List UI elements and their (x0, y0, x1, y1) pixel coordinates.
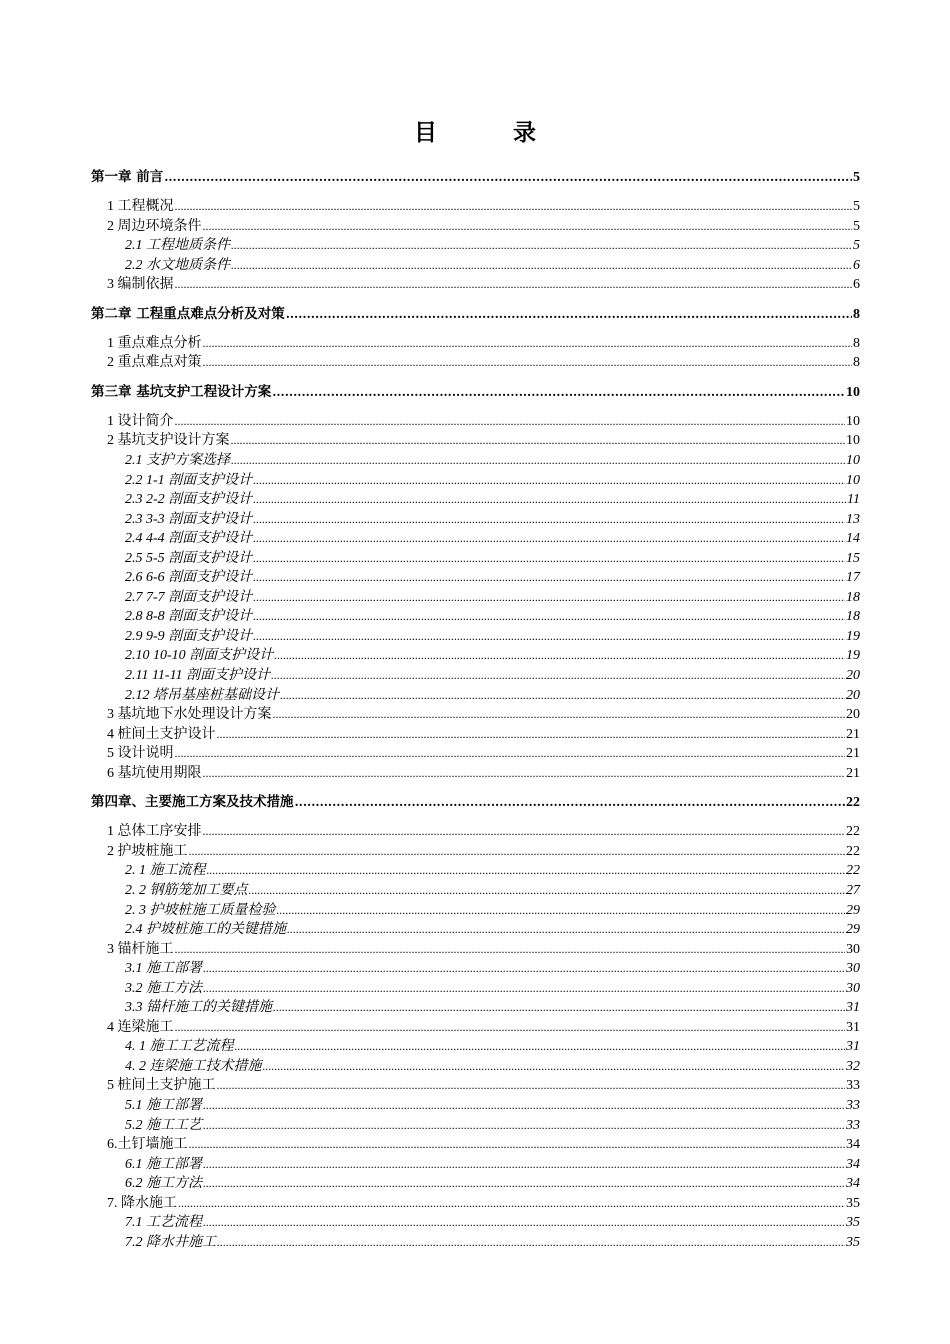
dot-leader (189, 1135, 846, 1154)
toc-entry-label: 6 基坑使用期限 (107, 765, 202, 781)
dot-leader (231, 451, 845, 470)
toc-page-number: 6 (853, 257, 860, 273)
toc-entry[interactable] (107, 725, 860, 744)
dot-leader (249, 881, 846, 900)
dot-leader (271, 666, 845, 685)
dot-leader (217, 725, 846, 744)
dot-leader (253, 588, 845, 607)
toc-page-number: 22 (846, 824, 860, 840)
toc-entry-label: 2.2 1-1 剖面支护设计 (125, 472, 253, 488)
toc-entry-row[interactable] (0, 451, 950, 470)
toc-entry-label: 2 重点难点对策 (107, 355, 202, 371)
toc-entry-label: 2. 3 护坡桩施工质量检验 (125, 902, 276, 918)
toc-entry-label: 7. 降水施工 (107, 1195, 177, 1211)
toc-entry-row[interactable] (0, 529, 950, 548)
toc-entry[interactable] (125, 588, 860, 607)
toc-entry[interactable] (125, 686, 860, 705)
toc-entry-label: 7.1 工艺流程 (125, 1215, 202, 1231)
toc-entry-row[interactable] (0, 1057, 950, 1076)
toc-entry-label: 1 工程概况 (107, 199, 174, 214)
toc-entry-row[interactable] (0, 1174, 950, 1193)
toc-entry[interactable] (125, 979, 860, 998)
toc-page-number: 10 (846, 452, 860, 468)
toc-entry-label: 第四章、主要施工方案及技术措施 (91, 794, 294, 811)
toc-entry-label: 7.2 降水井施工 (125, 1234, 216, 1250)
toc-page-number: 13 (846, 511, 860, 527)
dot-leader (253, 627, 845, 646)
dot-leader (253, 510, 845, 529)
toc-entry-row[interactable] (0, 666, 950, 685)
toc-page-number: 29 (846, 922, 860, 938)
toc-entry-label: 2 周边环境条件 (107, 218, 202, 234)
toc-page-number: 33 (846, 1098, 860, 1113)
toc-entry-label: 2.6 6-6 剖面支护设计 (125, 570, 253, 586)
dot-leader (217, 1076, 846, 1095)
toc-entry-label: 2.5 5-5 剖面支护设计 (125, 550, 253, 566)
toc-entry-label: 3.2 施工方法 (125, 980, 202, 996)
toc-entry-row[interactable] (0, 431, 950, 450)
toc-page-number: 20 (846, 668, 860, 683)
toc-entry-row[interactable] (0, 236, 950, 255)
toc-entry-label: 1 设计简介 (107, 413, 174, 429)
toc-entry-label: 2.11 11-11 剖面支护设计 (125, 668, 271, 683)
toc-entry-row[interactable] (0, 861, 950, 880)
toc-entry-label: 2.1 支护方案选择 (125, 452, 230, 468)
toc-entry[interactable] (125, 529, 860, 548)
toc-page-number: 32 (846, 1058, 860, 1074)
toc-entry-row[interactable] (0, 764, 950, 783)
toc-page-number: 18 (846, 589, 860, 605)
toc-entry-label: 2.1 工程地质条件 (125, 238, 230, 254)
dot-leader (203, 353, 853, 372)
dot-leader (231, 236, 852, 255)
page-title: 目 录 (413, 120, 570, 146)
toc-entry[interactable] (125, 1174, 860, 1193)
toc-page-number: 11 (847, 492, 860, 508)
dot-leader (253, 490, 846, 509)
toc-entry[interactable] (107, 842, 860, 861)
toc-entry-label: 第三章 基坑支护工程设计方案 (91, 383, 272, 400)
toc-entry-label: 2.2 水文地质条件 (125, 257, 230, 273)
toc-entry[interactable] (125, 1213, 860, 1232)
toc-page-number: 10 (846, 433, 860, 449)
dot-leader (175, 1018, 846, 1037)
toc-page-number: 22 (846, 863, 860, 879)
toc-page-number: 5 (853, 170, 860, 185)
toc-page-number: 8 (853, 335, 860, 351)
toc-entry-label: 2.9 9-9 剖面支护设计 (125, 628, 253, 644)
toc-page-number: 5 (853, 218, 860, 234)
dot-leader (178, 1194, 845, 1213)
toc-entry[interactable] (125, 901, 860, 920)
toc-entry-label: 3 基坑地下水处理设计方案 (107, 707, 272, 723)
toc-page-number: 10 (846, 413, 860, 429)
dot-leader (217, 1233, 845, 1252)
dot-leader (203, 334, 853, 353)
toc-entry[interactable] (107, 744, 860, 763)
toc-entry-row[interactable] (0, 842, 950, 861)
toc-entry-row[interactable] (0, 1037, 950, 1056)
toc-entry-label: 4 桩间土支护设计 (107, 726, 216, 742)
toc-entry-row[interactable] (0, 1116, 950, 1135)
toc-entry[interactable] (125, 510, 860, 529)
dot-leader (203, 1116, 845, 1135)
toc-page-number: 33 (846, 1078, 860, 1094)
toc-page-number: 21 (846, 746, 860, 762)
toc-entry-label: 4. 2 连梁施工技术措施 (125, 1058, 262, 1074)
toc-entry[interactable] (107, 1018, 860, 1037)
toc-entry-row[interactable] (0, 822, 950, 841)
toc-chapter-row[interactable] (0, 305, 950, 324)
toc-page-number: 19 (846, 648, 860, 664)
toc-entry[interactable] (125, 881, 860, 900)
dot-leader (203, 217, 853, 236)
toc-entry-row[interactable] (0, 744, 950, 763)
toc-entry-label: 2. 1 施工流程 (125, 863, 206, 879)
toc-entry-row[interactable] (0, 1155, 950, 1174)
toc-page-number: 5 (853, 199, 860, 214)
dot-leader (274, 646, 845, 665)
toc-entry[interactable] (107, 764, 860, 783)
dot-leader (273, 998, 845, 1017)
dot-leader (203, 764, 846, 783)
toc-entry[interactable] (125, 627, 860, 646)
toc-page-number: 22 (846, 795, 860, 811)
toc-entry-row[interactable] (0, 705, 950, 724)
toc-entry[interactable] (125, 666, 860, 685)
dot-leader (231, 431, 846, 450)
toc-entry-row[interactable] (0, 490, 950, 509)
toc-entry-label: 4. 1 施工工艺流程 (125, 1039, 234, 1055)
toc-entry-row[interactable] (0, 940, 950, 959)
toc-entry-label: 第二章 工程重点难点分析及对策 (91, 305, 285, 322)
toc-entry-label: 2.10 10-10 剖面支护设计 (125, 648, 274, 664)
dot-leader (253, 607, 845, 626)
dot-leader (175, 275, 853, 294)
toc-chapter-row[interactable] (0, 168, 950, 187)
toc-page-number: 35 (846, 1195, 860, 1211)
dot-leader (253, 471, 845, 490)
toc-page-number: 30 (846, 980, 860, 996)
toc-entry-row[interactable] (0, 1076, 950, 1095)
toc-entry-row[interactable] (0, 627, 950, 646)
toc-page-number: 34 (846, 1176, 860, 1192)
toc-entry[interactable] (107, 705, 860, 724)
toc-entry[interactable] (125, 1057, 860, 1076)
toc-page-number: 31 (846, 1000, 860, 1016)
dot-leader (203, 1213, 845, 1232)
toc-page-number: 30 (846, 941, 860, 957)
toc-page-number: 10 (846, 384, 860, 400)
dot-leader (231, 256, 852, 275)
toc-entry[interactable] (91, 168, 860, 187)
toc-entry[interactable] (91, 383, 860, 402)
toc-entry[interactable] (125, 920, 860, 939)
toc-entry-label: 6.1 施工部署 (125, 1156, 202, 1172)
toc-entry-row[interactable] (0, 471, 950, 490)
toc-entry-label: 2.7 7-7 剖面支护设计 (125, 589, 253, 605)
dot-leader (203, 1096, 845, 1115)
toc-entry-row[interactable] (0, 353, 950, 372)
dot-leader (253, 529, 845, 548)
toc-entry-row[interactable] (0, 588, 950, 607)
toc-page-number: 14 (846, 531, 860, 547)
toc-entry-label: 2.8 8-8 剖面支护设计 (125, 609, 253, 625)
toc-page-number: 34 (846, 1137, 860, 1153)
toc-entry-row[interactable] (0, 646, 950, 665)
toc-page-number: 27 (846, 882, 860, 898)
toc-entry-row[interactable] (0, 725, 950, 744)
toc-entry-label: 5.2 施工工艺 (125, 1117, 202, 1133)
toc-entry-row[interactable] (0, 607, 950, 626)
toc-entry[interactable] (107, 822, 860, 841)
dot-leader (280, 686, 845, 705)
toc-entry-label: 3 锚杆施工 (107, 941, 174, 957)
toc-entry-row[interactable] (0, 1233, 950, 1252)
toc-entry[interactable] (125, 861, 860, 880)
dot-leader (203, 822, 846, 841)
toc-entry[interactable] (125, 490, 860, 509)
toc-entry-label: 3.3 锚杆施工的关键措施 (125, 1000, 272, 1016)
toc-page-number: 34 (846, 1156, 860, 1172)
toc-entry-label: 3 编制依据 (107, 277, 174, 293)
toc-entry[interactable] (107, 412, 860, 431)
toc-entry-label: 2.3 2-2 剖面支护设计 (125, 492, 253, 508)
toc-entry[interactable] (125, 549, 860, 568)
toc-entry-label: 5 设计说明 (107, 746, 174, 762)
toc-entry-label: 1 重点难点分析 (107, 335, 202, 351)
toc-entry[interactable] (125, 1096, 860, 1115)
toc-entry-row[interactable] (0, 920, 950, 939)
toc-entry-row[interactable] (0, 1018, 950, 1037)
toc-entry[interactable] (125, 607, 860, 626)
toc-page-number: 8 (853, 306, 860, 322)
toc-page-number: 31 (846, 1019, 860, 1035)
toc-page-number: 30 (846, 961, 860, 977)
toc-entry[interactable] (125, 256, 860, 275)
dot-leader (272, 383, 845, 402)
toc-entry-label: 2 护坡桩施工 (107, 843, 188, 859)
dot-leader (235, 1037, 846, 1056)
dot-leader (203, 959, 845, 978)
toc-entry-label: 2.3 3-3 剖面支护设计 (125, 511, 253, 527)
toc-page-number: 31 (846, 1039, 860, 1055)
toc-entry[interactable] (107, 353, 860, 372)
dot-leader (277, 901, 846, 920)
toc-page-number: 33 (846, 1117, 860, 1133)
dot-leader (287, 920, 845, 939)
toc-entry[interactable] (107, 1194, 860, 1213)
toc-page-number: 20 (846, 687, 860, 703)
dot-leader (286, 305, 852, 324)
toc-entry-label: 4 连梁施工 (107, 1019, 174, 1035)
toc-entry-row[interactable] (0, 1135, 950, 1154)
toc-page-number: 18 (846, 609, 860, 625)
toc-entry-label: 2. 2 钢筋笼加工要点 (125, 882, 248, 898)
toc-entry[interactable] (107, 431, 860, 450)
toc-entry-row[interactable] (0, 901, 950, 920)
dot-leader (175, 940, 846, 959)
toc-entry[interactable] (107, 334, 860, 353)
toc-entry-label: 1 总体工序安排 (107, 824, 202, 840)
toc-page-number: 29 (846, 902, 860, 918)
toc-entry[interactable] (125, 568, 860, 587)
toc-entry[interactable] (125, 959, 860, 978)
toc-entry[interactable] (125, 646, 860, 665)
toc-entry-label: 6.2 施工方法 (125, 1176, 202, 1192)
dot-leader (295, 793, 846, 812)
dot-leader (207, 861, 846, 880)
toc-entry-row[interactable] (0, 1096, 950, 1115)
dot-leader (175, 197, 853, 216)
dot-leader (273, 705, 846, 724)
toc-page-number: 21 (846, 765, 860, 781)
toc-entry-row[interactable] (0, 568, 950, 587)
toc-entry-label: 2.4 护坡桩施工的关键措施 (125, 922, 286, 938)
toc-entry[interactable] (125, 998, 860, 1017)
toc-page-number: 10 (846, 472, 860, 488)
toc-entry[interactable] (107, 275, 860, 294)
toc-entry-label: 5 桩间土支护施工 (107, 1078, 216, 1094)
toc-entry-row[interactable] (0, 334, 950, 353)
toc-chapter-row[interactable] (0, 793, 950, 812)
toc-entry-row[interactable] (0, 275, 950, 294)
dot-leader (253, 568, 845, 587)
toc-entry-label: 2.12 塔吊基座桩基础设计 (125, 687, 279, 703)
toc-page-number: 35 (846, 1234, 860, 1250)
dot-leader (189, 842, 846, 861)
dot-leader (253, 549, 845, 568)
toc-entry-row[interactable] (0, 1213, 950, 1232)
toc-entry[interactable] (125, 471, 860, 490)
toc-entry[interactable] (125, 451, 860, 470)
toc-entry[interactable] (107, 1076, 860, 1095)
toc-page-number: 8 (853, 355, 860, 371)
dot-leader (203, 1155, 845, 1174)
toc-entry-label: 2.4 4-4 剖面支护设计 (125, 531, 253, 547)
toc-page-number: 35 (846, 1215, 860, 1231)
toc-entry-row[interactable] (0, 979, 950, 998)
toc-entry[interactable] (107, 197, 860, 216)
toc-entry[interactable] (125, 1233, 860, 1252)
toc-entry-label: 6.土钉墙施工 (107, 1137, 188, 1153)
toc-entry-label: 5.1 施工部署 (125, 1098, 202, 1113)
toc-entry-row[interactable] (0, 1194, 950, 1213)
toc-page-number: 20 (846, 707, 860, 723)
toc-page-number: 15 (846, 550, 860, 566)
dot-leader (203, 979, 845, 998)
toc-entry-row[interactable] (0, 549, 950, 568)
toc-entry[interactable] (91, 793, 860, 812)
toc-entry[interactable] (125, 1155, 860, 1174)
toc-page-number: 17 (846, 570, 860, 586)
toc-entry[interactable] (125, 236, 860, 255)
toc-entry-row[interactable] (0, 686, 950, 705)
toc-entry-label: 3.1 施工部署 (125, 961, 202, 977)
toc-entry-row[interactable] (0, 510, 950, 529)
toc-entry-label: 第一章 前言 (91, 169, 164, 185)
toc-page-number: 19 (846, 628, 860, 644)
toc-entry-row[interactable] (0, 998, 950, 1017)
toc-entry-row[interactable] (0, 412, 950, 431)
toc-entry[interactable] (125, 1116, 860, 1135)
toc-entry-label: 2 基坑支护设计方案 (107, 433, 230, 449)
dot-leader (203, 1174, 845, 1193)
toc-page-number: 21 (846, 726, 860, 742)
dot-leader (175, 412, 846, 431)
toc-entry[interactable] (107, 940, 860, 959)
toc-entry-row[interactable] (0, 217, 950, 236)
toc-page-number: 6 (853, 277, 860, 293)
toc-entry-row[interactable] (0, 197, 950, 216)
toc-page-number: 22 (846, 843, 860, 859)
toc-entry[interactable] (91, 305, 860, 324)
toc-page-number: 5 (853, 238, 860, 254)
toc-entry-row[interactable] (0, 959, 950, 978)
dot-leader (164, 168, 852, 187)
dot-leader (263, 1057, 846, 1076)
toc-entry[interactable] (107, 217, 860, 236)
dot-leader (175, 744, 846, 763)
toc-chapter-row[interactable] (0, 383, 950, 402)
toc-entry-row[interactable] (0, 256, 950, 275)
toc-entry-row[interactable] (0, 881, 950, 900)
toc-entry[interactable] (125, 1037, 860, 1056)
toc-entry[interactable] (107, 1135, 860, 1154)
